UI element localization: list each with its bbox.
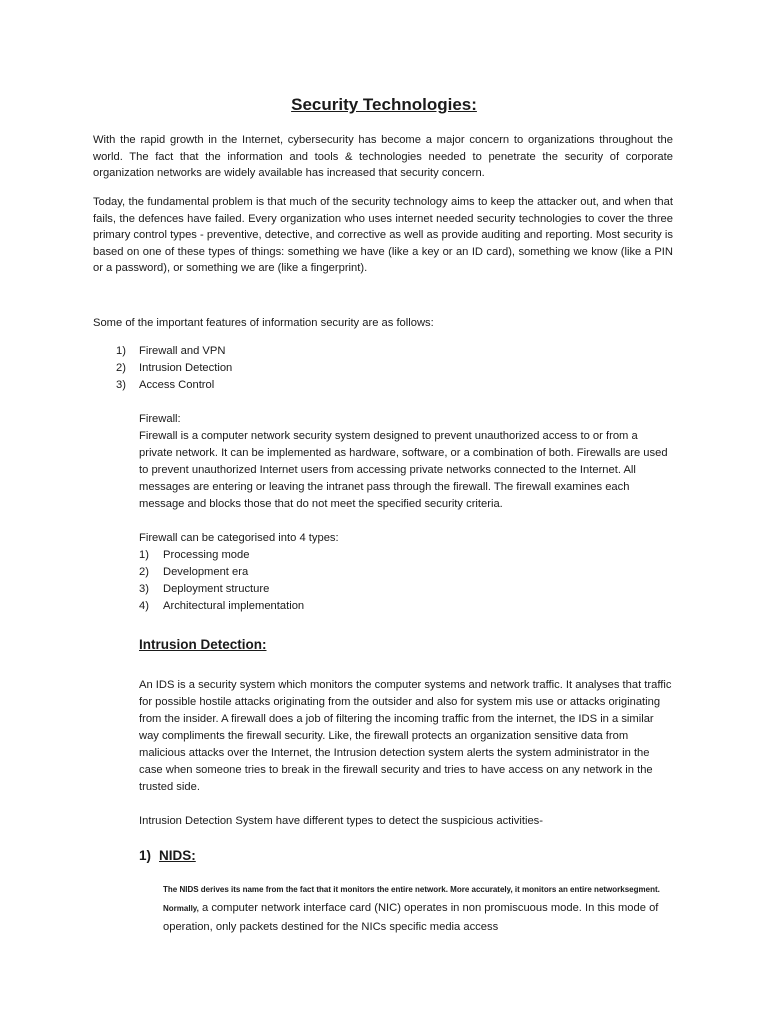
list-label: Firewall and VPN [139,345,226,357]
list-label: Deployment structure [163,583,270,595]
page-title: Security Technologies: [291,95,477,114]
list-number: 3) [139,583,149,595]
intro-paragraph: With the rapid growth in the Internet, cybersecurity has become a major concern to organizations throughout the world. The fact that the information and tools & technologies needed to penetrate the security of corporate organization networks are widely available has increased that security concern. [93,134,673,179]
firewall-heading: Firewall: [139,413,181,425]
features-list [116,343,232,394]
problem-paragraph: Today, the fundamental problem is that much of the security technology aims to keep the attacker out, and when that fails, the defences have failed. Every organization who uses internet needed security technologies to cover the three primary control types - preventive, detective, and corrective as well as provide auditing and reporting. Most security is based on one of these types of things: something we have (like a key or an ID card), something we know (like a PIN or a password), or something we are (like a fingerprint). [93,196,673,274]
nids-number: 1) [139,848,152,863]
nids-small-text: The NIDS derives its name from the fact that it monitors the entire network. More accurately, it monitors an entire networksegment. Normally, [163,885,660,913]
list-item [139,547,304,564]
list-number: 2) [139,566,149,578]
nids-body-text: a computer network interface card (NIC) operates in non promiscuous mode. In this mode of operation, only packets destined for the NICs specific media access [163,902,659,933]
list-label: Development era [163,566,249,578]
nids-heading [139,848,196,865]
nids-paragraph [163,880,663,937]
list-label: Processing mode [163,549,250,561]
list-item [139,598,304,615]
list-number: 4) [139,600,149,612]
list-number: 1) [139,549,149,561]
features-intro: Some of the important features of information security are as follows: [93,317,434,329]
list-item [139,581,304,598]
intrusion-types-line: Intrusion Detection System have different types to detect the suspicious activities- [139,815,543,827]
intrusion-heading: Intrusion Detection: [139,637,267,652]
list-item [116,360,232,377]
list-number: 2) [116,362,126,374]
list-number: 1) [116,345,126,357]
nids-title: NIDS: [159,848,196,863]
list-label: Intrusion Detection [139,362,233,374]
list-item [139,564,304,581]
intrusion-paragraph: An IDS is a security system which monitors the computer systems and network traffic. It analyses that traffic for possible hostile attacks originating from the outsider and also for system mis use or attacks originating from the insider. A firewall does a job of filtering the incoming traffic from the internet, the IDS in a similar way compliments the firewall security. Like, the firewall protects an organization sensitive data from malicious attacks over the Internet, the Intrusion detection system alerts the system administrator in the case when someone tries to break in the firewall security and tries to have access on any network in the trusted side. [139,679,672,793]
firewall-paragraph: Firewall is a computer network security system designed to prevent unauthorized access to or from a private network. It can be implemented as hardware, software, or a combination of both. Firewalls are used to prevent unauthorized Internet users from accessing private networks connected to the Internet. All messages are entering or leaving the intranet pass through the firewall. The firewall examines each message and blocks those that do not meet the specified security criteria. [139,430,668,510]
list-label: Access Control [139,379,215,391]
list-number: 3) [116,379,126,391]
list-item [116,343,232,360]
list-item [116,377,232,394]
firewall-types-list [139,547,304,615]
firewall-types-intro: Firewall can be categorised into 4 types: [139,532,339,544]
list-label: Architectural implementation [163,600,305,612]
